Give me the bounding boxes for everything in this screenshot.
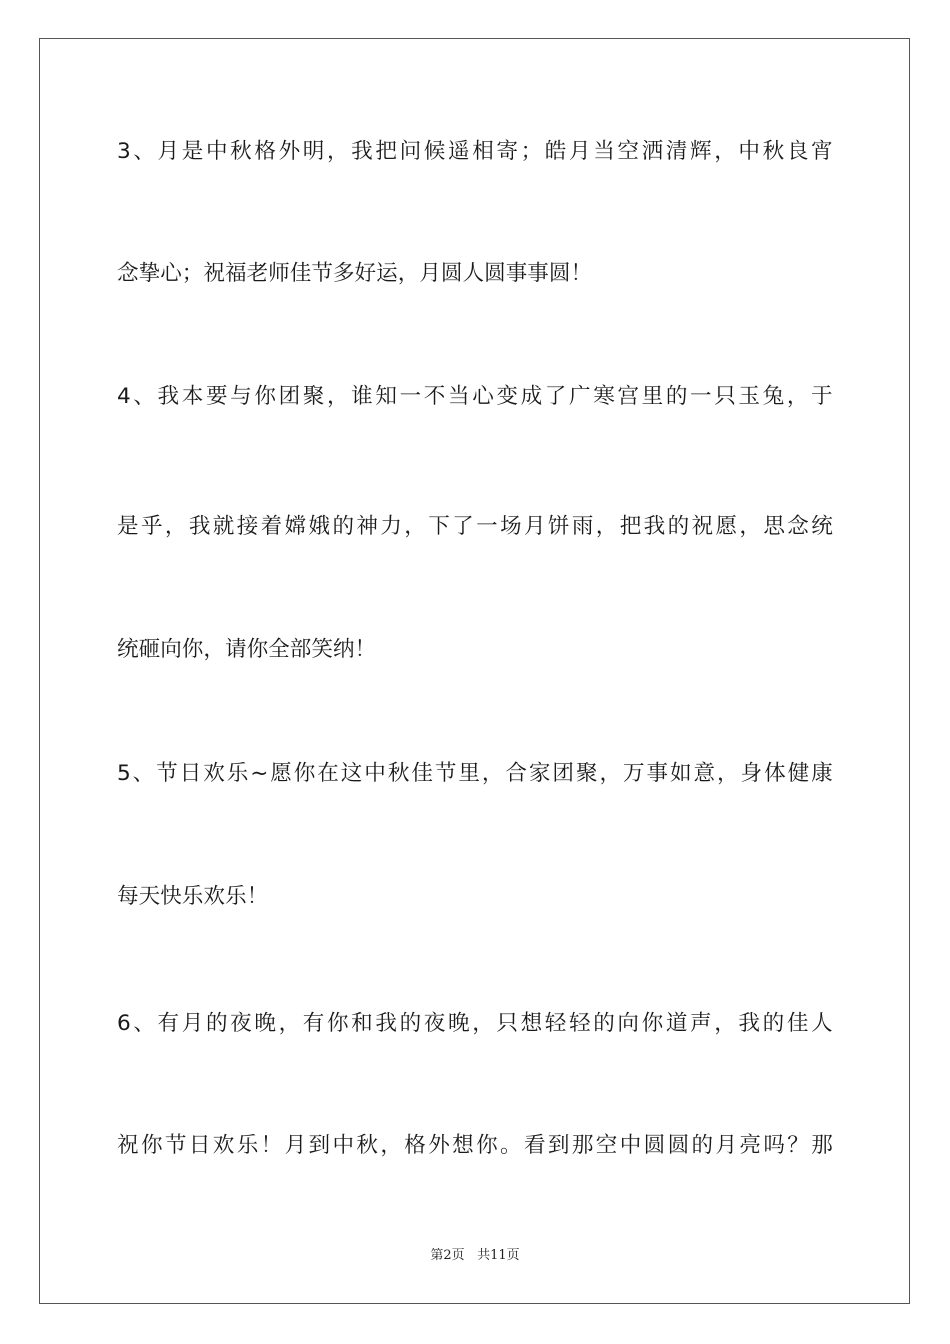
page-frame — [39, 38, 910, 1304]
text-line-9: 祝 你 节 日 欢 乐 ！ 月 到 中 秋 ， 格 外 想 你 。 看 到 那 空 中 圆 圆 的 月 亮 吗 ？ 那 — [117, 1133, 833, 1158]
text-line-3: 4 、 我 本 要 与 你 团 聚 ， 谁 知 一 不 当 心 变 成 了 广 寒 宫 里 的 一 只 玉 兔 ， 于 — [117, 384, 833, 409]
total-pages-label: 共11页 — [477, 1248, 520, 1263]
text-line-7: 每天快乐欢乐！ — [117, 884, 269, 909]
text-line-2: 念挚心；祝福老师佳节多好运，月圆人圆事事圆！ — [117, 261, 593, 286]
text-line-1: 3 、 月 是 中 秋 格 外 明 ， 我 把 问 候 遥 相 寄 ； 皓 月 当 空 洒 清 辉 ， 中 秋 良 宵 — [117, 139, 833, 164]
text-line-5: 统砸向你，请你全部笑纳！ — [117, 637, 377, 662]
page-footer — [0, 1247, 950, 1265]
text-line-6: 5 、 节 日 欢 乐 ~ 愿 你 在 这 中 秋 佳 节 里 ， 合 家 团 聚 ， 万 事 如 意 ， 身 体 健 康 — [117, 761, 833, 786]
current-page-label: 第2页 — [430, 1248, 465, 1263]
text-line-4: 是 乎 ， 我 就 接 着 嫦 娥 的 神 力 ， 下 了 一 场 月 饼 雨 ， 把 我 的 祝 愿 ， 思 念 统 — [117, 514, 833, 539]
text-line-8: 6 、 有 月 的 夜 晚 ， 有 你 和 我 的 夜 晚 ， 只 想 轻 轻 的 向 你 道 声 ， 我 的 佳 人 — [117, 1011, 833, 1036]
